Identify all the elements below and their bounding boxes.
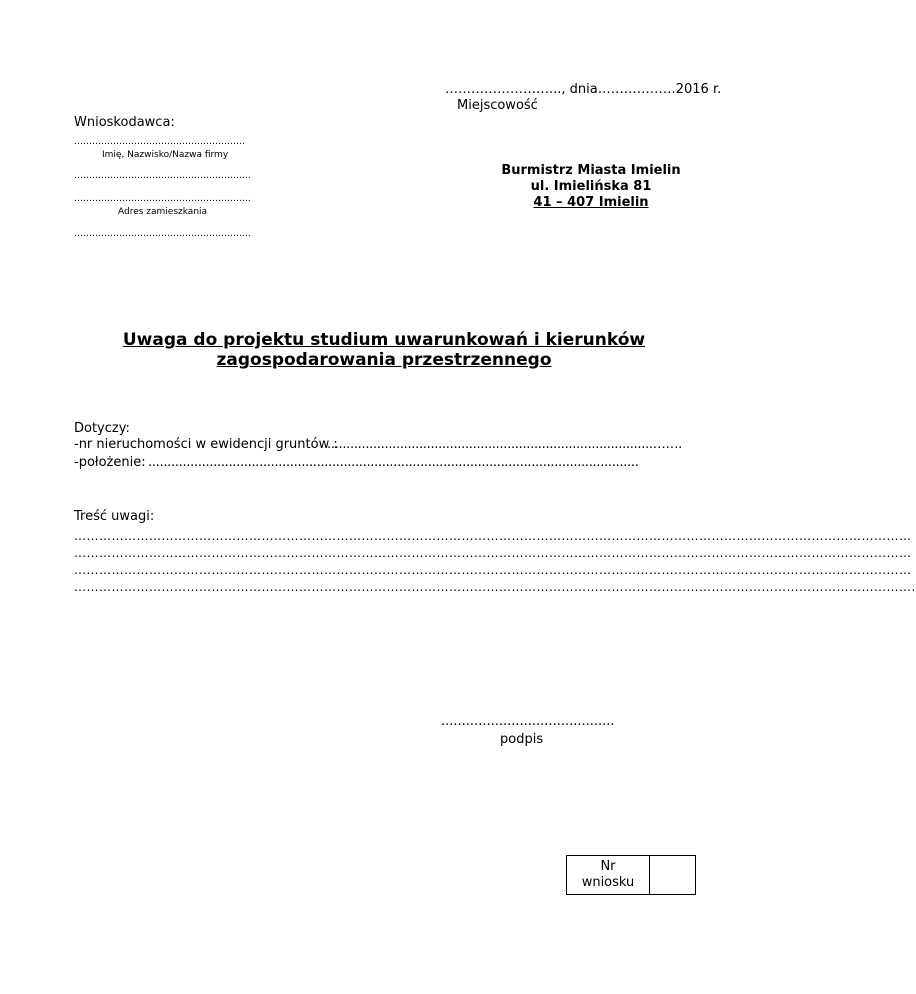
concerns-label: Dotyczy: [74, 421, 130, 436]
applicant-name-caption: Imię, Nazwisko/Nazwa firmy [102, 150, 229, 160]
document-title-line-2: zagospodarowania przestrzennego [216, 350, 552, 370]
applicant-line-4-field[interactable]: ………………………………………………….. [74, 229, 251, 239]
plot-number-field[interactable]: .....................................................................................……. [327, 437, 682, 452]
recipient-name: Burmistrz Miasta Imielin [501, 163, 681, 178]
applicant-name-field[interactable]: ………………………………………………… [74, 137, 245, 147]
place-date-line[interactable]: ……………………..., dnia………………2016 r. [445, 82, 722, 97]
signature-field[interactable]: .......................................... [441, 714, 615, 729]
remark-line[interactable]: …………………………………………………………………………………………………………………………………………………………………………………. [74, 580, 916, 594]
document-title-line-1: Uwaga do projektu studium uwarunkowań i kierunków [122, 330, 646, 350]
plot-number-label: -nr nieruchomości w ewidencji gruntów : [74, 437, 338, 452]
remark-line[interactable]: ………………………………………………………………………………………………………………………………………………………………………………… [74, 563, 912, 577]
request-number-value-cell[interactable] [650, 856, 696, 895]
location-field[interactable]: ................................................................................................................................ [148, 455, 639, 470]
recipient-postal-city: 41 – 407 Imielin [533, 195, 649, 210]
signature-caption: podpis [500, 732, 544, 747]
location-label: -położenie: [74, 455, 146, 470]
remark-label: Treść uwagi: [74, 509, 155, 524]
applicant-label: Wnioskodawca: [74, 115, 175, 130]
applicant-address-field[interactable]: ………………………………………………….. [74, 194, 251, 204]
applicant-line-2-field[interactable]: ………………………………………………….. [74, 171, 251, 181]
request-number-label-line-1: Nr [600, 859, 616, 874]
request-number-label-line-2: wniosku [581, 875, 635, 890]
place-caption: Miejscowość [457, 98, 538, 113]
remark-line[interactable]: ………………………………………………………………………………………………………………………………………………………………………………… [74, 546, 912, 560]
remark-line[interactable]: ………………………………………………………………………………………………………………………………………………………………………………… [74, 529, 912, 543]
request-number-box [566, 855, 696, 895]
document-title [80, 330, 688, 370]
applicant-address-caption: Adres zamieszkania [118, 207, 208, 217]
request-number-label [567, 856, 650, 895]
recipient-street: ul. Imielińska 81 [530, 179, 652, 194]
